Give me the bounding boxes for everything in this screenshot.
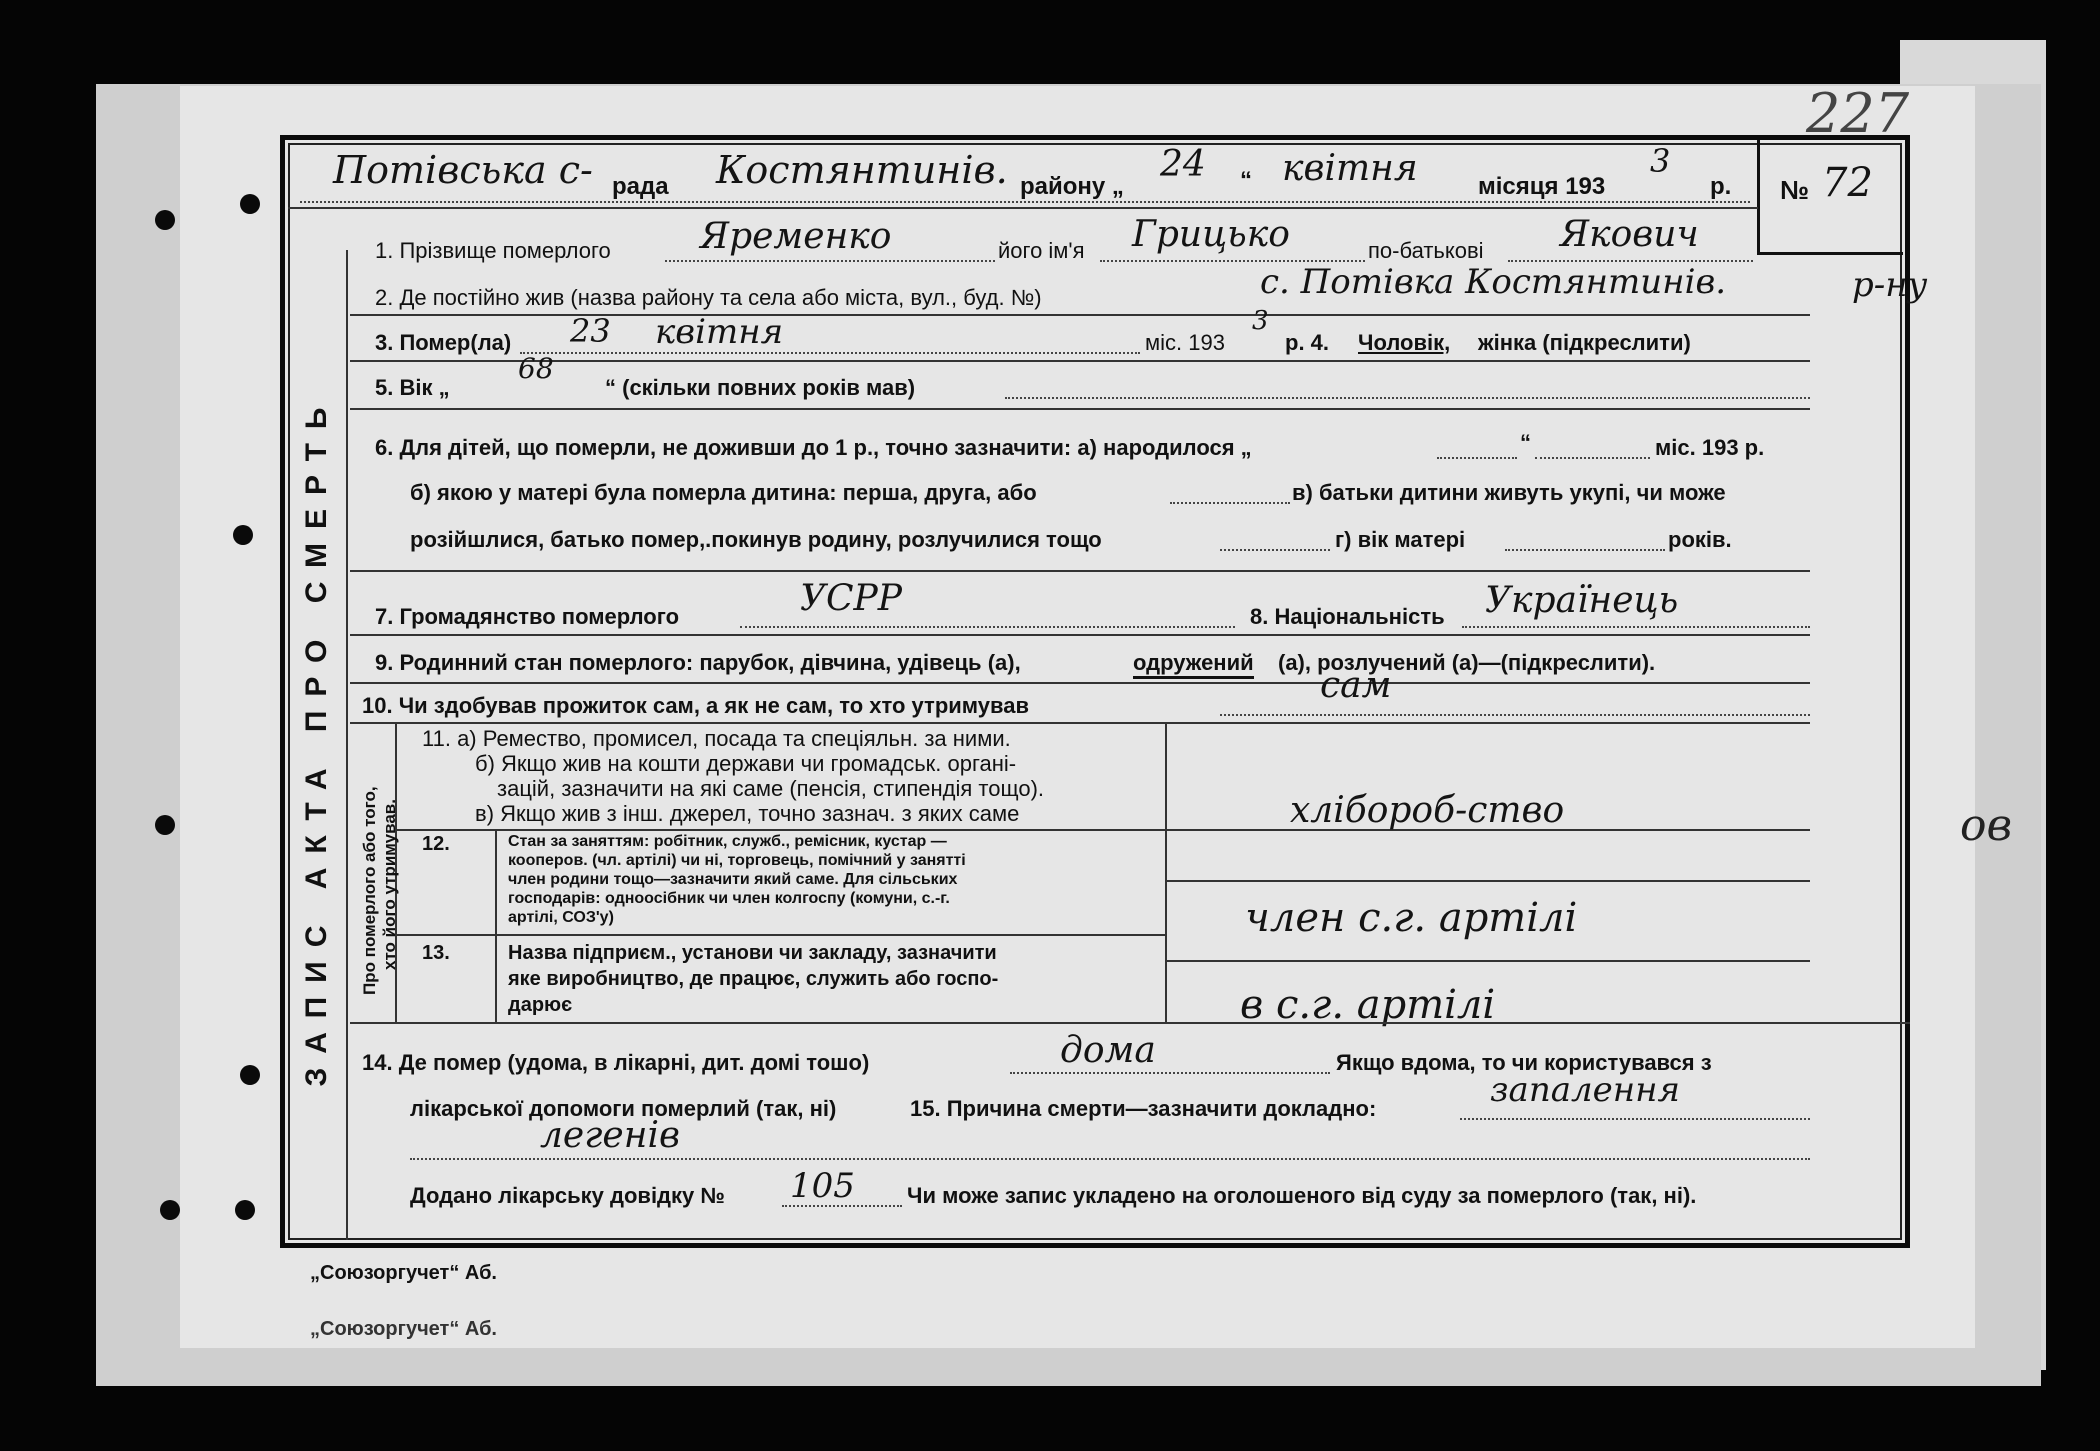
court-question: Чи може запис укладено на оголошеного від суду за померлого (так, ні). <box>907 1183 1697 1208</box>
death-date-label: 3. Помер(ла) <box>375 330 512 355</box>
death-month-label: міс. 193 <box>1145 330 1225 355</box>
place-of-death-label: 14. Де помер (удома, в лікарні, дит. домі тошо) <box>362 1050 870 1075</box>
nationality-handwritten: Українець <box>1485 580 1679 621</box>
nationality-label: 8. Національність <box>1250 604 1445 629</box>
q12-number: 12. <box>422 833 450 855</box>
q11-c: в) Якщо жив з інш. джерел, точно зазнач. з яких саме <box>475 801 1020 826</box>
occupation-status-handwritten: член с.г. артілі <box>1245 895 1578 941</box>
child-rule <box>350 570 1810 572</box>
q11-rule <box>395 829 1810 831</box>
marital-status-rest: (а), розлучений (а)—(підкреслити). <box>1278 650 1656 675</box>
q12-divider <box>495 829 497 1022</box>
child-line-2b: в) батьки дитини живуть укупі, чи може <box>1292 480 1726 505</box>
death-date-rule <box>350 360 1810 362</box>
child-line-2a: б) якою у матері була померла дитина: перша, друга, або <box>410 480 1037 505</box>
occupation-rule-2 <box>1165 960 1810 962</box>
punch-hole <box>155 210 175 230</box>
place-of-death-dots <box>1010 1072 1330 1074</box>
punch-hole <box>160 1200 180 1220</box>
certificate-number-handwritten: 105 <box>790 1166 855 1206</box>
nationality-dots <box>1462 626 1810 628</box>
punch-hole <box>233 525 253 545</box>
rada-handwritten: Потівська с- <box>333 148 593 192</box>
medical-help-question: Якщо вдома, то чи користувався з <box>1336 1050 1712 1075</box>
cause-of-death-dots-2 <box>410 1158 1810 1160</box>
cause-of-death-dots <box>1460 1118 1810 1120</box>
q12-line-5: артілі, СОЗ'у) <box>508 909 614 926</box>
cause-of-death-label: 15. Причина смерти—зазначити докладно: <box>910 1096 1377 1121</box>
q13-number: 13. <box>422 942 450 964</box>
occupation-value-divider <box>1165 722 1167 1022</box>
record-number-label: № <box>1780 175 1809 205</box>
rada-label: рада <box>612 173 669 200</box>
child-line-3a: розійшлися, батько помер,.покинув родину, розлучилися тощо <box>410 527 1102 552</box>
name-label: його ім'я <box>998 238 1085 263</box>
child-line-3b: г) вік матері <box>1335 527 1466 552</box>
header-underline <box>300 201 1750 203</box>
sex-male: Чоловік, <box>1358 330 1451 355</box>
child-order-dots <box>1170 502 1290 504</box>
surname-label: 1. Прізвище померлого <box>375 238 611 263</box>
residence-handwritten: с. Потівка Костянтинів. <box>1260 262 1727 302</box>
marital-status-label: 9. Родинний стан померлого: парубок, дівчина, удівець (а), <box>375 650 1021 675</box>
occupation-side-label-2: хто його утримував. <box>380 799 399 970</box>
citizenship-dots <box>740 626 1235 628</box>
q12-rule <box>395 934 1165 936</box>
surname-dots <box>665 260 995 262</box>
mother-age-dots <box>1505 549 1665 551</box>
q12-line-1: Стан за заняттям: робітник, служб., ремісник, кустар — <box>508 833 947 850</box>
age-suffix: “ (скільки повних років мав) <box>605 375 916 400</box>
name-handwritten: Грицько <box>1132 214 1290 255</box>
occupation-bottom-rule <box>350 1022 1910 1024</box>
certificate-dots <box>782 1205 902 1207</box>
side-title: ЗАПИС АКТА ПРО СМЕРТЬ <box>300 393 333 1087</box>
livelihood-handwritten: сам <box>1320 665 1392 706</box>
q12-line-3: член родини тощо—зазначити який саме. Для сільських <box>508 871 958 888</box>
death-month-handwritten: квітня <box>655 312 784 352</box>
age-label: 5. Вік „ <box>375 375 450 400</box>
district-label: району „ <box>1020 173 1124 200</box>
q13-line-2: яке виробництво, де працює, служить або госпо- <box>508 968 999 990</box>
punch-hole <box>155 815 175 835</box>
marital-rule <box>350 682 1810 684</box>
q11-b2: зацій, зазначити на які саме (пенсія, стипендія тощо). <box>497 776 1045 801</box>
residence-label: 2. Де постійно жив (назва району та села або міста, вул., буд. №) <box>375 285 1042 310</box>
header-rule <box>288 207 1758 209</box>
q13-line-1: Назва підприєм., установи чи закладу, зазначити <box>508 942 997 964</box>
occupation-side-label-1: Про померлого або того, <box>360 786 379 995</box>
citizenship-label: 7. Громадянство померлого <box>375 604 680 629</box>
occupation-handwritten: хлібороб-ство <box>1290 790 1565 831</box>
livelihood-dots <box>1220 714 1810 716</box>
punch-hole <box>235 1200 255 1220</box>
month-label: місяця 193 <box>1478 173 1606 200</box>
age-dots <box>1005 397 1810 399</box>
age-handwritten: 68 <box>518 352 554 385</box>
q13-line-3: дарює <box>508 994 573 1016</box>
q12-line-2: кооперов. (чл. артілі) чи ні, торговець, помічний у занятті <box>508 852 966 869</box>
surname-handwritten: Яременко <box>700 216 892 257</box>
margin-handwritten: ов <box>1960 800 2013 851</box>
month-handwritten: квітня <box>1282 148 1418 189</box>
death-day-handwritten: 23 <box>570 312 611 350</box>
death-date-dots <box>520 352 1140 354</box>
occupation-rule-1 <box>1165 880 1810 882</box>
printer-mark-1: „Союзоргучет“ Аб. <box>310 1262 497 1284</box>
death-year-suffix: р. 4. <box>1285 330 1330 355</box>
death-year-handwritten: 3 <box>1252 306 1269 336</box>
child-line-1: 6. Для дітей, що померли, не доживши до 1 р., точно зазначити: а) народилося „ <box>375 435 1252 460</box>
marital-married: одружений <box>1133 650 1254 679</box>
punch-hole <box>240 194 260 214</box>
citizenship-handwritten: УСРР <box>800 578 903 619</box>
day-close-quote: “ <box>1240 167 1252 194</box>
child-parents-dots <box>1220 549 1330 551</box>
record-number-handwritten: 72 <box>1822 160 1873 206</box>
q11-b1: б) Якщо жив на кошти держави чи громадськ. органі- <box>475 751 1017 776</box>
sex-female: жінка (підкреслити) <box>1478 330 1691 355</box>
child-line-1-month: міс. 193 р. <box>1655 435 1765 460</box>
patronymic-handwritten: Якович <box>1560 214 1699 255</box>
residence-margin-note: р-ну <box>1852 265 1928 305</box>
certificate-label: Додано лікарську довідку № <box>410 1183 725 1208</box>
q12-line-4: господарів: одноосібник чи член колгоспу (комуни, с.-г. <box>508 890 950 907</box>
child-birth-dots <box>1437 457 1517 459</box>
child-line-3c: років. <box>1668 527 1732 552</box>
printer-mark-2: „Союзоргучет“ Аб. <box>310 1318 497 1340</box>
workplace-handwritten: в с.г. артілі <box>1240 982 1496 1028</box>
residence-rule <box>350 314 1810 316</box>
cause-of-death-handwritten-2: легенів <box>540 1115 680 1156</box>
livelihood-label: 10. Чи здобував прожиток сам, а як не сам, то хто утримував <box>362 693 1029 718</box>
livelihood-rule <box>350 722 1810 724</box>
q11-a: 11. а) Ремество, промисел, посада та спеціяльн. за ними. <box>422 726 1011 751</box>
archive-page-number: 227 <box>1806 82 1910 145</box>
citizenship-rule <box>350 634 1810 636</box>
medical-help-line-2: лікарської допомоги померлий (так, ні) <box>410 1096 837 1121</box>
year-suffix: р. <box>1710 173 1732 200</box>
district-handwritten: Костянтинів. <box>716 148 1008 192</box>
age-rule <box>350 408 1810 410</box>
child-birth-dots-2 <box>1535 457 1650 459</box>
place-of-death-handwritten: дома <box>1060 1030 1156 1071</box>
patronymic-label: по-батькові <box>1368 238 1484 263</box>
year-handwritten: 3 <box>1650 142 1671 180</box>
child-line-1-quote: “ <box>1520 430 1531 455</box>
punch-hole <box>240 1065 260 1085</box>
cause-of-death-handwritten-1: запалення <box>1490 1070 1681 1110</box>
day-handwritten: 24 <box>1160 144 1206 185</box>
